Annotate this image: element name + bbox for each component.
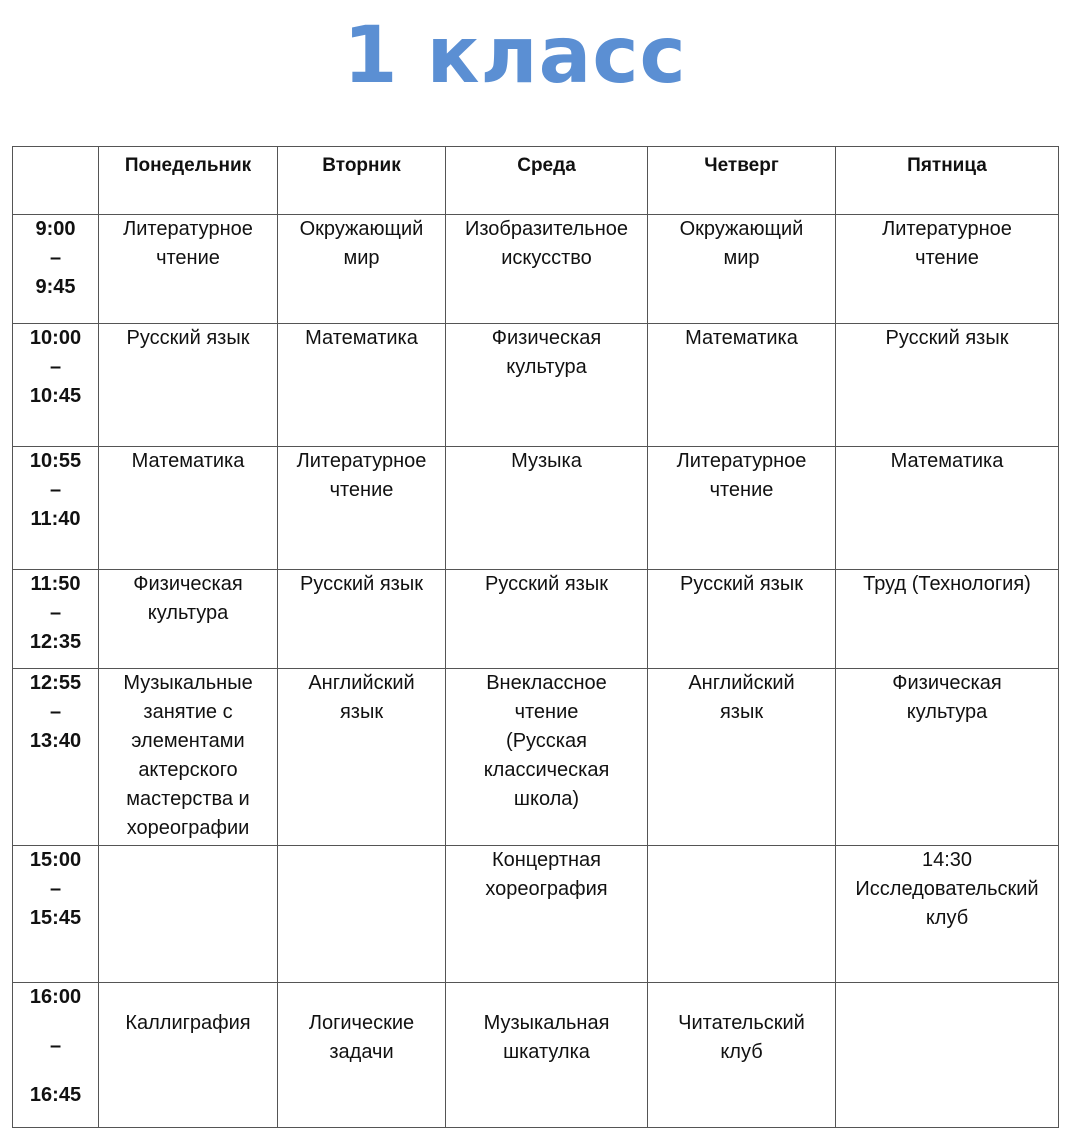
lesson-cell: Литературное чтение [278,447,446,570]
lesson-cell: Английский язык [278,669,446,846]
lesson-row [13,983,1059,1128]
header-corner [13,147,99,215]
time-end: 13:40 [29,730,82,752]
time-end: 10:45 [29,385,82,407]
lesson-cell: Музыкальная шкатулка [446,983,648,1128]
lesson-row [13,570,1059,669]
day-header: Понедельник [99,147,278,215]
lesson-cell: Русский язык [648,570,836,669]
lesson-cell: Английский язык [648,669,836,846]
time-start: 16:00 [29,986,82,1008]
day-header: Четверг [648,147,836,215]
lesson-cell: Русский язык [99,324,278,447]
time-start: 15:00 [29,849,82,871]
lesson-cell: Математика [99,447,278,570]
lesson-cell [836,983,1059,1128]
time-dash: – [49,1035,62,1057]
lesson-cell [648,846,836,983]
lesson-row [13,669,1059,846]
lesson-cell: Русский язык [278,570,446,669]
lesson-cell [99,846,278,983]
lesson-cell: Русский язык [446,570,648,669]
time-start: 11:50 [30,573,81,595]
lesson-cell: Физическая культура [836,669,1059,846]
lesson-cell: Физическая культура [99,570,278,669]
day-header: Среда [446,147,648,215]
time-end: 11:40 [30,508,81,530]
day-header: Вторник [278,147,446,215]
lesson-cell: Математика [278,324,446,447]
lesson-cell: Читательский клуб [648,983,836,1128]
header-row [13,147,1059,215]
time-slot [13,447,99,570]
time-start: 9:00 [35,218,76,240]
time-slot [13,215,99,324]
lesson-row [13,215,1059,324]
lesson-cell: Музыкальные занятие с элементами актерского мастерства и хореографии [99,669,278,846]
time-slot [13,324,99,447]
time-slot [13,669,99,846]
time-dash: – [49,602,62,624]
time-end: 15:45 [29,907,82,929]
time-dash: – [49,247,62,269]
time-start: 10:00 [29,327,82,349]
time-slot [13,846,99,983]
lesson-cell [278,846,446,983]
lesson-cell: Математика [648,324,836,447]
time-end: 16:45 [29,1084,82,1106]
lesson-cell: Труд (Технология) [836,570,1059,669]
lesson-cell: Логические задачи [278,983,446,1128]
time-start: 12:55 [29,672,82,694]
time-dash: – [49,701,62,723]
time-slot [13,983,99,1128]
lesson-cell: Музыка [446,447,648,570]
lesson-cell: Изобразительное искусство [446,215,648,324]
lesson-cell: Физическая культура [446,324,648,447]
lesson-cell: Литературное чтение [648,447,836,570]
schedule-table [12,146,1059,1128]
lesson-cell: Каллиграфия [99,983,278,1128]
time-slot [13,570,99,669]
lesson-row [13,447,1059,570]
lesson-cell: Концертная хореография [446,846,648,983]
day-header: Пятница [836,147,1059,215]
lesson-row [13,846,1059,983]
time-dash: – [49,878,62,900]
page-title: 1 класс [343,11,687,101]
time-end: 12:35 [29,631,82,653]
lesson-cell: Внеклассное чтение (Русская классическая школа) [446,669,648,846]
lesson-cell: Окружающий мир [648,215,836,324]
lesson-cell: Русский язык [836,324,1059,447]
time-end: 9:45 [35,276,76,298]
lesson-cell: 14:30 Исследовательский клуб [836,846,1059,983]
lesson-row [13,324,1059,447]
lesson-cell: Окружающий мир [278,215,446,324]
time-dash: – [49,479,62,501]
lesson-cell: Математика [836,447,1059,570]
lesson-cell: Литературное чтение [836,215,1059,324]
time-dash: – [49,356,62,378]
time-start: 10:55 [29,450,82,472]
lesson-cell: Литературное чтение [99,215,278,324]
